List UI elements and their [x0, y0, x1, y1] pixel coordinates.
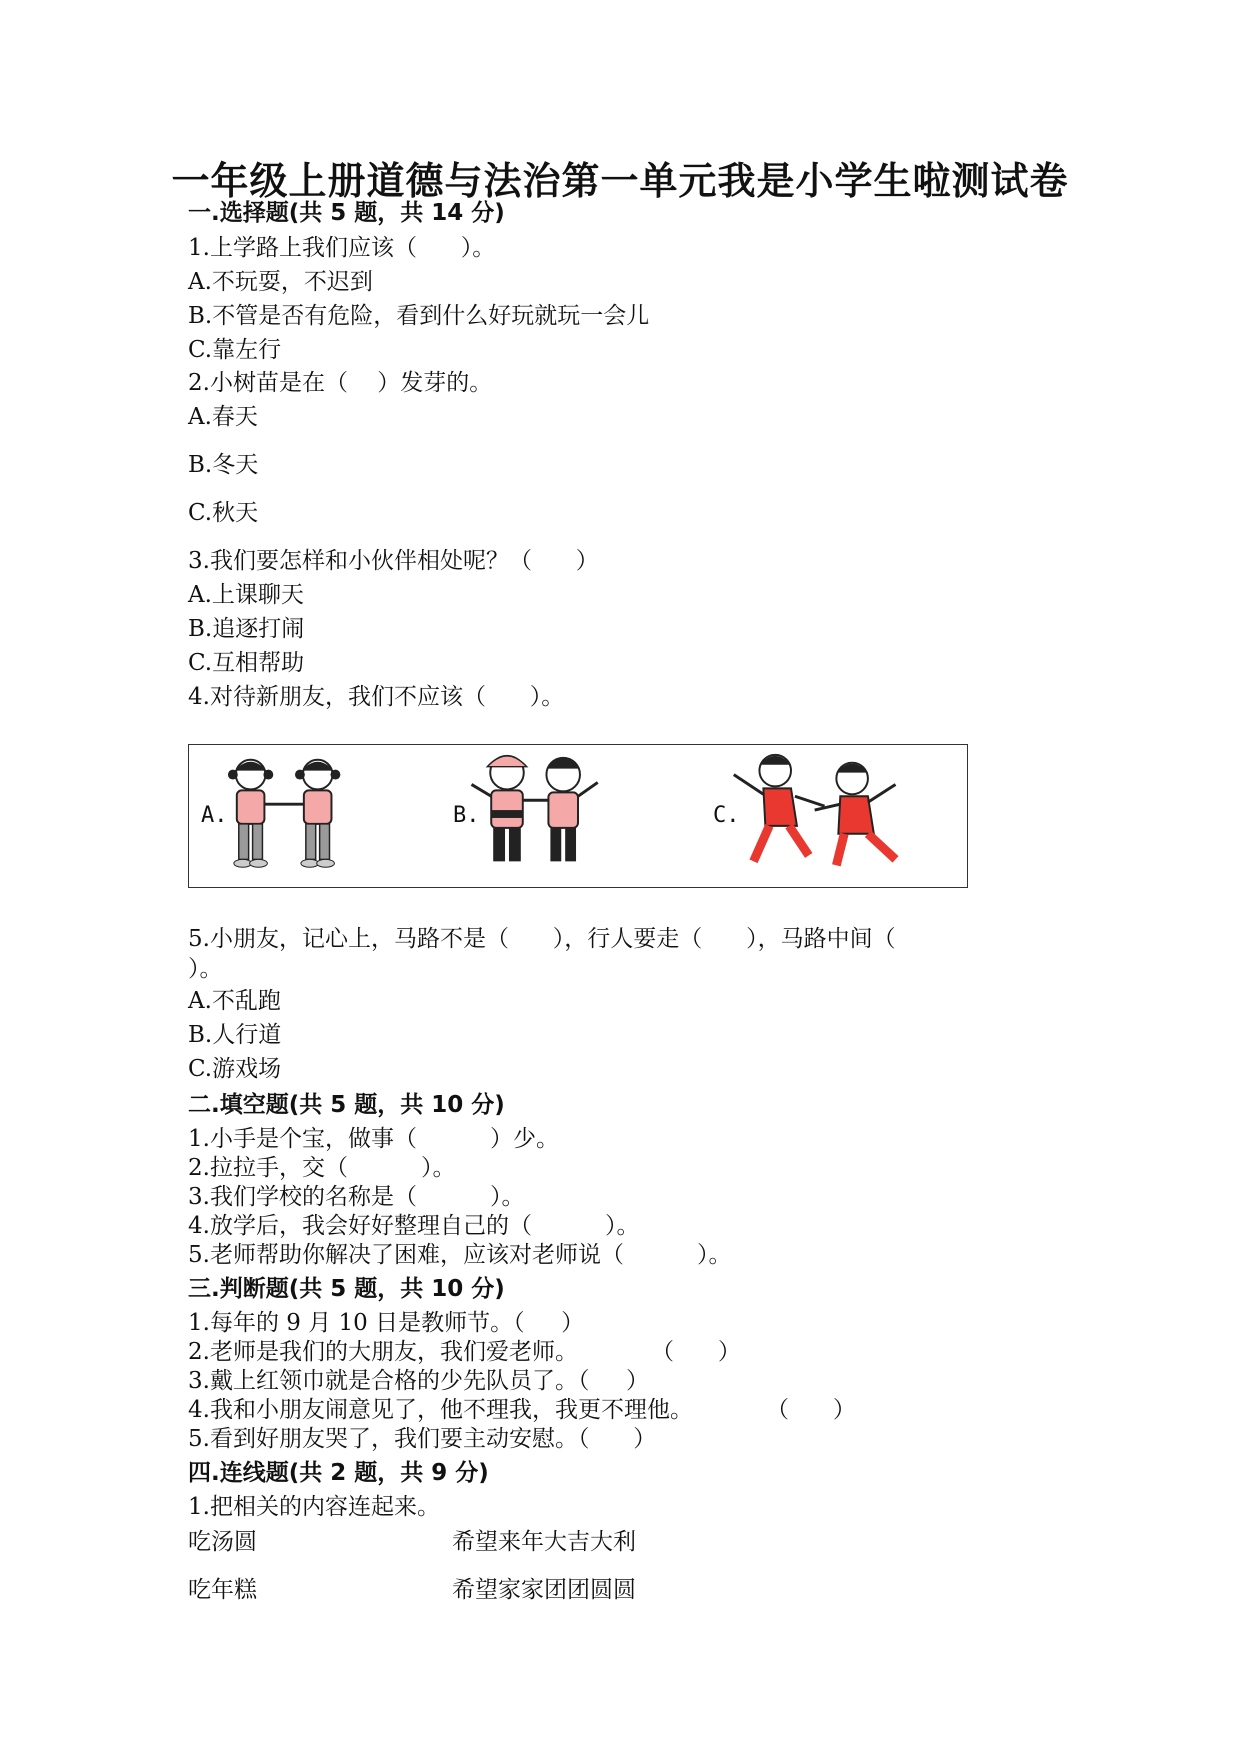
fill-item: 1.小手是个宝，做事（ ）少。	[188, 1126, 560, 1152]
match-right-item: 希望家家团团圆圆	[452, 1577, 636, 1603]
q1-option-a: A.不玩耍，不迟到	[188, 269, 373, 295]
q5-stem-continued: ）。	[188, 956, 223, 982]
section1-heading: 一.选择题(共 5 题，共 14 分)	[188, 200, 505, 226]
q5-option-c: C.游戏场	[188, 1056, 282, 1082]
match-left-item: 吃年糕	[188, 1577, 257, 1603]
q3-stem: 3.我们要怎样和小伙伴相处呢？（ ）	[188, 548, 599, 574]
q3-option-b: B.追逐打闹	[188, 616, 305, 642]
q2-option-b: B.冬天	[188, 452, 259, 478]
q1-option-c: C.靠左行	[188, 337, 282, 363]
q2-stem: 2.小树苗是在（ ）发芽的。	[188, 370, 493, 396]
q5-option-a: A.不乱跑	[188, 988, 281, 1014]
judge-item: 2.老师是我们的大朋友，我们爱老师。 （ ）	[188, 1339, 741, 1365]
q1-option-b: B.不管是否有危险，看到什么好玩就玩一会儿	[188, 303, 650, 329]
q5-stem: 5.小朋友，记心上，马路不是（ ），行人要走（ ），马路中间（	[188, 926, 896, 952]
match-left-item: 吃汤圆	[188, 1529, 257, 1555]
q4-illustration-svg	[189, 745, 967, 887]
q4-illustration	[188, 744, 968, 888]
q2-option-a: A.春天	[188, 404, 258, 430]
q3-option-a: A.上课聊天	[188, 582, 304, 608]
boys-arm-in-arm-picture	[472, 756, 598, 862]
q1-stem: 1.上学路上我们应该（ ）。	[188, 235, 496, 261]
judge-item: 1.每年的 9 月 10 日是教师节。（ ）	[188, 1310, 585, 1336]
fill-item: 2.拉拉手，交（ ）。	[188, 1155, 456, 1181]
q4-picture-label-c: C.	[713, 803, 740, 828]
section4-heading: 四.连线题(共 2 题，共 9 分)	[188, 1460, 489, 1486]
match-right-item: 希望来年大吉大利	[452, 1529, 636, 1555]
q4-stem: 4.对待新朋友，我们不应该（ ）。	[188, 684, 565, 710]
page-title: 一年级上册道德与法治第一单元我是小学生啦测试卷	[171, 159, 1069, 203]
q4-picture-label-a: A.	[201, 803, 228, 828]
section3-heading: 三.判断题(共 5 题，共 10 分)	[188, 1276, 505, 1302]
fill-item: 5.老师帮助你解决了困难，应该对老师说（ ）。	[188, 1242, 732, 1268]
fill-item: 4.放学后，我会好好整理自己的（ ）。	[188, 1213, 640, 1239]
q5-option-b: B.人行道	[188, 1022, 282, 1048]
judge-item: 3.戴上红领巾就是合格的少先队员了。（ ）	[188, 1368, 649, 1394]
judge-item: 5.看到好朋友哭了，我们要主动安慰。（ ）	[188, 1426, 657, 1452]
section2-heading: 二.填空题(共 5 题，共 10 分)	[188, 1092, 505, 1118]
q4-picture-label-b: B.	[453, 803, 480, 828]
judge-item: 4.我和小朋友闹意见了，他不理我，我更不理他。 （ ）	[188, 1397, 856, 1423]
girls-holding-hands-picture	[228, 760, 340, 867]
fill-item: 3.我们学校的名称是（ ）。	[188, 1184, 525, 1210]
boys-fighting-picture	[734, 755, 896, 865]
q2-option-c: C.秋天	[188, 500, 259, 526]
q3-option-c: C.互相帮助	[188, 650, 305, 676]
match-question: 1.把相关的内容连起来。	[188, 1494, 440, 1520]
